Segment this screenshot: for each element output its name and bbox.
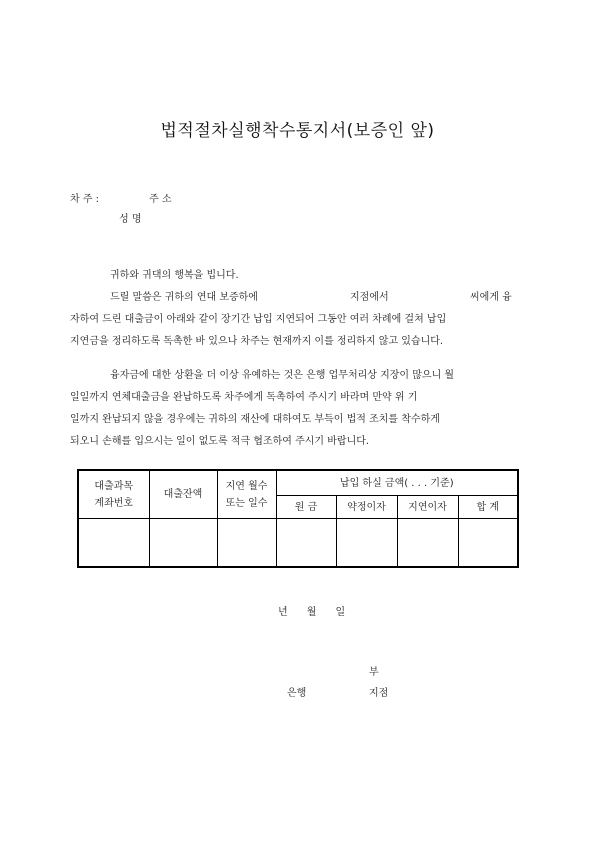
paragraph1-line3: 지연금을 정리하도록 독촉한 바 있으나 차주는 현재까지 이를 정리하지 않고 있습니다. — [70, 336, 444, 347]
paragraph2-line4: 되오니 손해를 입으시는 일이 없도록 적극 협조하여 주시기 바랍니다. — [70, 436, 370, 447]
agreed-interest-header: 약정이자 — [336, 496, 397, 519]
paragraph2-line1: 융자금에 대한 상환을 더 이상 유예하는 것은 은행 업무처리상 지장이 많으니 월 — [110, 370, 455, 381]
paragraph2-line3: 일까지 완납되지 않을 경우에는 귀하의 재산에 대하여도 부득이 법적 조치를 착수하게 — [70, 414, 440, 425]
table-cell — [397, 519, 458, 568]
late-interest-header: 지연이자 — [397, 496, 458, 519]
table-cell — [336, 519, 397, 568]
table-cell — [276, 519, 336, 568]
account-number-header: 계좌번호 — [94, 497, 134, 509]
table-cell — [78, 519, 149, 568]
footer-bank: 은행 — [287, 688, 307, 699]
amount-due-header: 납입 하실 금액( . . . 기준) — [276, 470, 518, 496]
name-label: 성 명 — [119, 214, 142, 225]
principal-header: 원 금 — [276, 496, 336, 519]
footer-department: 부 — [369, 667, 379, 678]
paragraph1-line1-a: 드릴 말씀은 귀하의 연대 보증하에 — [110, 292, 258, 303]
delay-period-header — [217, 470, 276, 519]
table-cell — [149, 519, 217, 568]
paragraph1-line1-b: 지점에서 — [350, 292, 389, 303]
address-label: 주 소 — [149, 194, 172, 205]
table-cell — [217, 519, 276, 568]
delinquency-table — [77, 469, 519, 568]
footer-date: 년 월 일 — [278, 607, 346, 618]
delay-months-header: 지연 월수 — [225, 480, 268, 492]
greeting: 귀하와 귀댁의 행복을 빕니다. — [110, 270, 239, 281]
paragraph2-line2: 일일까지 연체대출금을 완납하도록 차주에게 독촉하여 주시기 바라며 만약 위 기 — [70, 392, 418, 403]
table-cell — [458, 519, 518, 568]
paragraph1-line2: 자하여 드린 대출금이 아래와 같이 장기간 납입 지연되어 그동안 여러 차례에 걸쳐 납입 — [70, 314, 447, 325]
delay-days-header: 또는 일수 — [225, 497, 268, 509]
table-row — [78, 519, 518, 568]
document-title: 법적절차실행착수통지서(보증인 앞) — [160, 121, 435, 141]
total-header: 합 계 — [458, 496, 518, 519]
loan-balance-header: 대출잔액 — [149, 470, 217, 519]
paragraph1-line1-c: 씨에게 융 — [470, 292, 512, 303]
debtor-label: 차 주 : — [70, 194, 100, 205]
footer-branch: 지점 — [369, 688, 389, 699]
loan-type-header: 대출과목 — [94, 480, 134, 492]
loan-type-account-header — [78, 470, 149, 519]
